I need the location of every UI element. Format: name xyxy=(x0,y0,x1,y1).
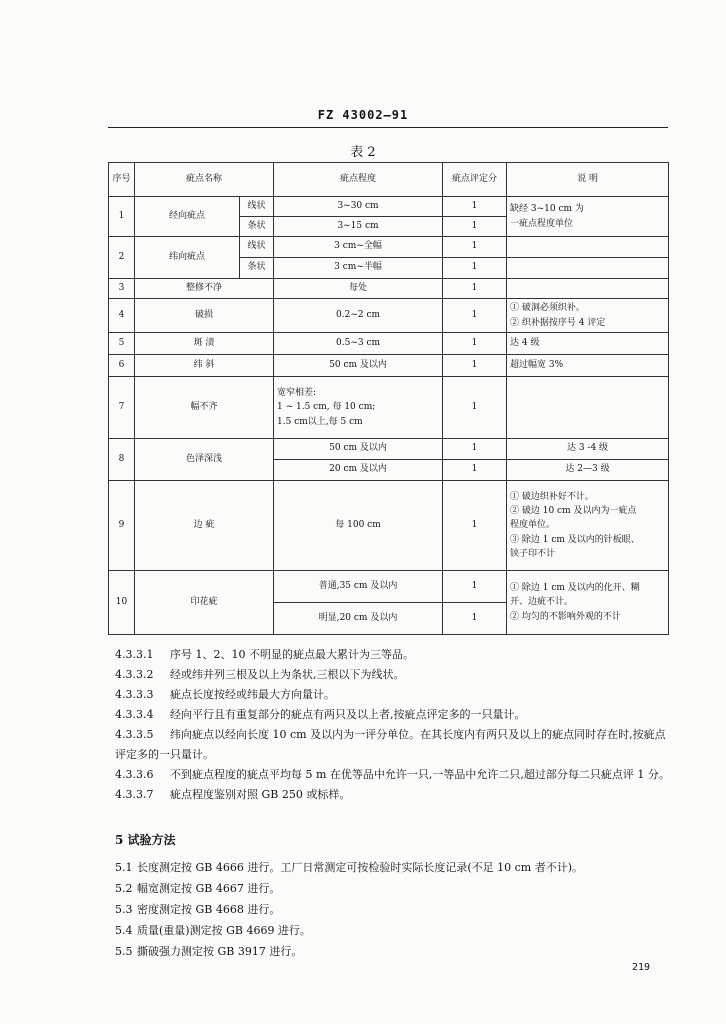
row-note: ① 破边织补好不计。 ② 破边 10 cm 及以内为一疵点 程度单位。 ③ 除边 1 cm 及以内的针板眼、 铗子印不计 xyxy=(507,481,669,571)
row-score: 1 xyxy=(443,258,507,279)
header-degree: 疵点程度 xyxy=(274,163,443,197)
table-row xyxy=(109,571,669,603)
header-name: 疵点名称 xyxy=(135,163,274,197)
test-method-item: 5.1 长度测定按 GB 4666 进行。工厂日常测定可按检验时实际长度记录(不足 10 cm 者不计)。 xyxy=(115,861,584,874)
row-degree: 3~15 cm xyxy=(274,217,443,237)
table-row xyxy=(109,279,669,299)
row-degree: 普通,35 cm 及以内 xyxy=(274,571,443,603)
row-degree: 3~30 cm xyxy=(274,197,443,217)
row-score: 1 xyxy=(443,279,507,299)
row-subtype: 线状 xyxy=(240,197,274,217)
row-name: 经向疵点 xyxy=(135,197,240,237)
table-row xyxy=(109,481,669,571)
table-row xyxy=(109,237,669,258)
row-degree: 0.2~2 cm xyxy=(274,299,443,333)
header-rule xyxy=(108,127,668,128)
row-subtype: 条状 xyxy=(240,217,274,237)
row-note xyxy=(507,258,669,279)
row-degree: 宽窄相差: 1 ~ 1.5 cm, 每 10 cm; 1.5 cm以上,每 5 cm xyxy=(274,377,443,439)
row-note: 达 4 级 xyxy=(507,333,669,355)
clause-item: 4.3.3.7 疵点程度鉴别对照 GB 250 或标样。 xyxy=(115,788,351,801)
table-row xyxy=(109,377,669,439)
row-index: 8 xyxy=(109,439,135,481)
row-name: 整修不净 xyxy=(135,279,274,299)
header-index: 序号 xyxy=(109,163,135,197)
table-row xyxy=(109,355,669,377)
row-index: 2 xyxy=(109,237,135,279)
row-note: 达 2—3 级 xyxy=(507,460,669,481)
table-header-row xyxy=(109,163,669,197)
clause-item: 4.3.3.3 疵点长度按经或纬最大方向量计。 xyxy=(115,688,335,701)
row-score: 1 xyxy=(443,460,507,481)
row-note: ① 破洞必须织补。 ② 织补据按序号 4 评定 xyxy=(507,299,669,333)
test-method-item: 5.3 密度测定按 GB 4668 进行。 xyxy=(115,903,281,916)
row-score: 1 xyxy=(443,333,507,355)
row-degree: 50 cm 及以内 xyxy=(274,355,443,377)
row-score: 1 xyxy=(443,571,507,603)
table-title: 表 2 xyxy=(350,145,376,160)
row-score: 1 xyxy=(443,355,507,377)
row-note: 达 3 -4 级 xyxy=(507,439,669,460)
row-score: 1 xyxy=(443,439,507,460)
test-method-item: 5.4 质量(重量)测定按 GB 4669 进行。 xyxy=(115,924,311,937)
row-degree: 20 cm 及以内 xyxy=(274,460,443,481)
row-index: 3 xyxy=(109,279,135,299)
row-index: 9 xyxy=(109,481,135,571)
clause-item: 4.3.3.2 经或纬并列三根及以上为条状,三根以下为线状。 xyxy=(115,668,405,681)
clause-item: 4.3.3.1 序号 1、2、10 不明显的疵点最大累计为三等品。 xyxy=(115,648,414,661)
row-index: 7 xyxy=(109,377,135,439)
row-score: 1 xyxy=(443,299,507,333)
test-method-item: 5.2 幅宽测定按 GB 4667 进行。 xyxy=(115,882,281,895)
row-degree: 50 cm 及以内 xyxy=(274,439,443,460)
row-name: 纬向疵点 xyxy=(135,237,240,279)
row-subtype: 线状 xyxy=(240,237,274,258)
clause-item: 4.3.3.6 不到疵点程度的疵点平均每 5 m 在优等品中允许一只,一等品中允许二只,超过部分每二只疵点评 1 分。 xyxy=(115,768,670,781)
test-method-list xyxy=(115,857,675,962)
test-method-item: 5.5 撕破强力测定按 GB 3917 进行。 xyxy=(115,945,303,958)
table-row xyxy=(109,333,669,355)
defect-table xyxy=(108,162,669,635)
row-index: 10 xyxy=(109,571,135,635)
row-score: 1 xyxy=(443,217,507,237)
clause-list xyxy=(115,645,675,805)
row-degree: 0.5~3 cm xyxy=(274,333,443,355)
row-index: 6 xyxy=(109,355,135,377)
clause-item: 4.3.3.4 经向平行且有重复部分的疵点有两只及以上者,按疵点评定多的一只量计。 xyxy=(115,708,526,721)
row-note: 超过幅宽 3% xyxy=(507,355,669,377)
row-name: 幅不齐 xyxy=(135,377,274,439)
row-note xyxy=(507,237,669,258)
row-degree: 每处 xyxy=(274,279,443,299)
row-name: 印花疵 xyxy=(135,571,274,635)
table-row xyxy=(109,439,669,460)
row-name: 边 疵 xyxy=(135,481,274,571)
header-note: 说 明 xyxy=(507,163,669,197)
standard-code: FZ 43002—91 xyxy=(317,108,409,122)
table-row xyxy=(109,197,669,217)
row-name: 色泽深浅 xyxy=(135,439,274,481)
row-score: 1 xyxy=(443,377,507,439)
row-score: 1 xyxy=(443,197,507,217)
section-title: 5 试验方法 xyxy=(115,833,176,847)
row-score: 1 xyxy=(443,481,507,571)
row-score: 1 xyxy=(443,603,507,635)
row-note: 缺经 3~10 cm 为 一疵点程度单位 xyxy=(507,197,669,237)
clause-item: 4.3.3.5 纬向疵点以经向长度 10 cm 及以内为一评分单位。在其长度内有两只及以上的疵点同时存在时,按疵点评定多的一只量计。 xyxy=(115,728,666,761)
page-number: 219 xyxy=(632,962,651,973)
row-name: 纬 斜 xyxy=(135,355,274,377)
row-degree: 每 100 cm xyxy=(274,481,443,571)
row-index: 1 xyxy=(109,197,135,237)
row-score: 1 xyxy=(443,237,507,258)
row-note xyxy=(507,279,669,299)
table-row xyxy=(109,299,669,333)
row-note xyxy=(507,377,669,439)
row-subtype: 条状 xyxy=(240,258,274,279)
row-degree: 3 cm~半幅 xyxy=(274,258,443,279)
row-index: 4 xyxy=(109,299,135,333)
row-degree: 明显,20 cm 及以内 xyxy=(274,603,443,635)
row-degree: 3 cm~全幅 xyxy=(274,237,443,258)
row-note: ① 除边 1 cm 及以内的化开、糊 开、边疵不计。 ② 均匀的不影响外观的不计 xyxy=(507,571,669,635)
row-name: 斑 渍 xyxy=(135,333,274,355)
row-index: 5 xyxy=(109,333,135,355)
header-score: 疵点评定分 xyxy=(443,163,507,197)
row-name: 破损 xyxy=(135,299,274,333)
